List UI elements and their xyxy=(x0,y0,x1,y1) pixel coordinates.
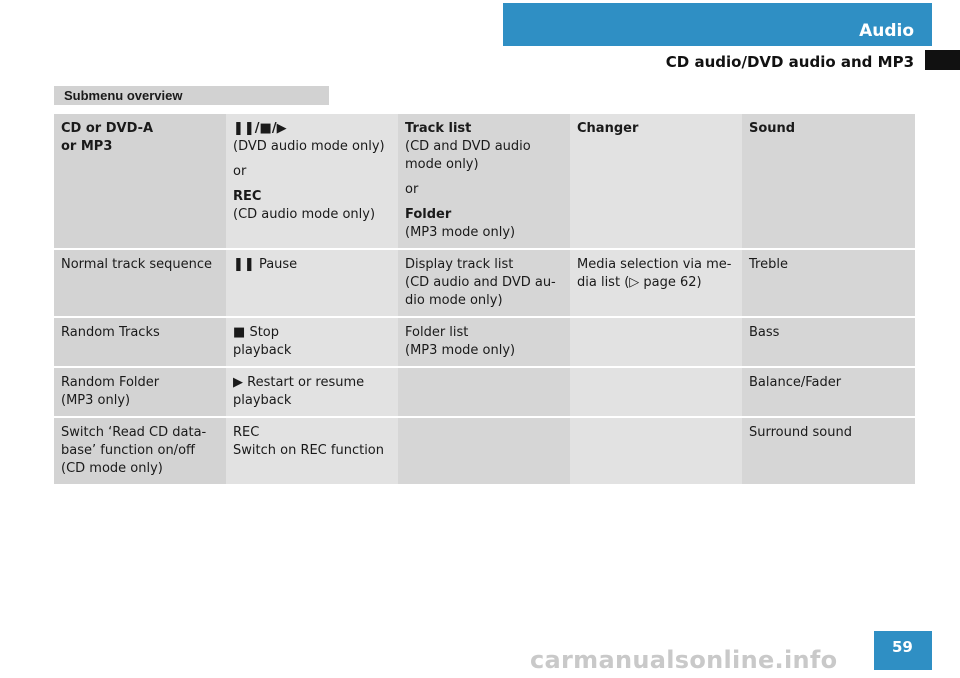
header-sound-title: Sound xyxy=(749,121,796,136)
cell-sound xyxy=(742,367,915,417)
table-header-row xyxy=(54,114,915,249)
cell-playback xyxy=(226,417,398,485)
cell-text: Switch on REC function xyxy=(233,443,384,458)
section-tab xyxy=(503,3,932,46)
stop-icon: ■ xyxy=(233,325,246,340)
cell-text: Folder list xyxy=(405,325,469,340)
section-title: Audio xyxy=(859,21,914,41)
header-playback-or: or xyxy=(233,164,247,179)
section-subtitle: CD audio/DVD audio and MP3 xyxy=(665,53,914,71)
cell-track-list xyxy=(398,417,570,485)
submenu-heading-label: Submenu overview xyxy=(64,88,183,103)
cell-sound xyxy=(742,417,915,485)
cell-track-list xyxy=(398,367,570,417)
play-icon: ▶ xyxy=(233,375,243,390)
cell-option xyxy=(54,367,226,417)
submenu-heading xyxy=(54,86,329,105)
header-changer-title: Changer xyxy=(577,121,639,136)
thumb-index-mark xyxy=(925,50,960,70)
page-number: 59 xyxy=(892,638,913,656)
cell-text: Stop xyxy=(249,325,279,340)
header-playback-note2: (CD audio mode only) xyxy=(233,207,376,222)
cell-track-list xyxy=(398,317,570,367)
header-cell-track-list xyxy=(398,114,570,249)
header-cd-line1: CD or DVD-A xyxy=(61,121,154,136)
table-row xyxy=(54,367,915,417)
cell-text: Display track list xyxy=(405,257,514,272)
cell-text: Bass xyxy=(749,325,780,340)
cell-changer xyxy=(570,317,742,367)
cell-text: (CD mode only) xyxy=(61,461,163,476)
header-cell-cd-mode xyxy=(54,114,226,249)
header-playback-note1: (DVD audio mode only) xyxy=(233,139,385,154)
cell-text: Media selection via me- xyxy=(577,257,732,272)
table-row xyxy=(54,249,915,317)
header-track-note1a: (CD and DVD audio xyxy=(405,139,531,154)
cell-changer xyxy=(570,417,742,485)
header-track-or: or xyxy=(405,182,419,197)
submenu-table xyxy=(54,114,915,486)
cell-text: Pause xyxy=(258,257,298,272)
cell-text: Random Folder xyxy=(61,375,160,390)
cell-text: dia list (▷ page 62) xyxy=(577,275,702,290)
cell-changer xyxy=(570,367,742,417)
cell-track-list xyxy=(398,249,570,317)
cell-playback xyxy=(226,249,398,317)
header-cell-playback xyxy=(226,114,398,249)
cell-text: dio mode only) xyxy=(405,293,503,308)
cell-sound xyxy=(742,249,915,317)
header-rec-label: REC xyxy=(233,189,262,204)
cell-text: (CD audio and DVD au- xyxy=(405,275,556,290)
header-cd-line2: or MP3 xyxy=(61,139,113,154)
cell-text: Restart or resume xyxy=(247,375,365,390)
cell-text: Surround sound xyxy=(749,425,852,440)
cell-option xyxy=(54,249,226,317)
watermark: carmanualsonline.info xyxy=(530,646,838,674)
cell-text: REC xyxy=(233,425,260,440)
header-track-list-title: Track list xyxy=(405,121,472,136)
cell-text: Normal track sequence xyxy=(61,257,213,272)
pause-icon: ❚❚ xyxy=(233,257,255,272)
header-track-note1b: mode only) xyxy=(405,157,479,172)
header-folder-label: Folder xyxy=(405,207,452,222)
page-number-tab xyxy=(874,631,932,670)
table-row xyxy=(54,317,915,367)
cell-text: (MP3 mode only) xyxy=(405,343,516,358)
header-track-note2: (MP3 mode only) xyxy=(405,225,516,240)
cell-text: Balance/Fader xyxy=(749,375,842,390)
cell-text: playback xyxy=(233,343,292,358)
header-cell-sound xyxy=(742,114,915,249)
cell-option xyxy=(54,317,226,367)
cell-text: Switch ‘Read CD data- xyxy=(61,425,207,440)
cell-changer xyxy=(570,249,742,317)
playback-controls-icons: ❚❚/■/▶ xyxy=(233,121,287,136)
cell-sound xyxy=(742,317,915,367)
cell-text: playback xyxy=(233,393,292,408)
cell-playback xyxy=(226,367,398,417)
cell-playback xyxy=(226,317,398,367)
cell-option xyxy=(54,417,226,485)
cell-text: Treble xyxy=(749,257,788,272)
cell-text: base’ function on/off xyxy=(61,443,195,458)
cell-text: (MP3 only) xyxy=(61,393,131,408)
cell-text: Random Tracks xyxy=(61,325,160,340)
header-cell-changer xyxy=(570,114,742,249)
table-row xyxy=(54,417,915,485)
